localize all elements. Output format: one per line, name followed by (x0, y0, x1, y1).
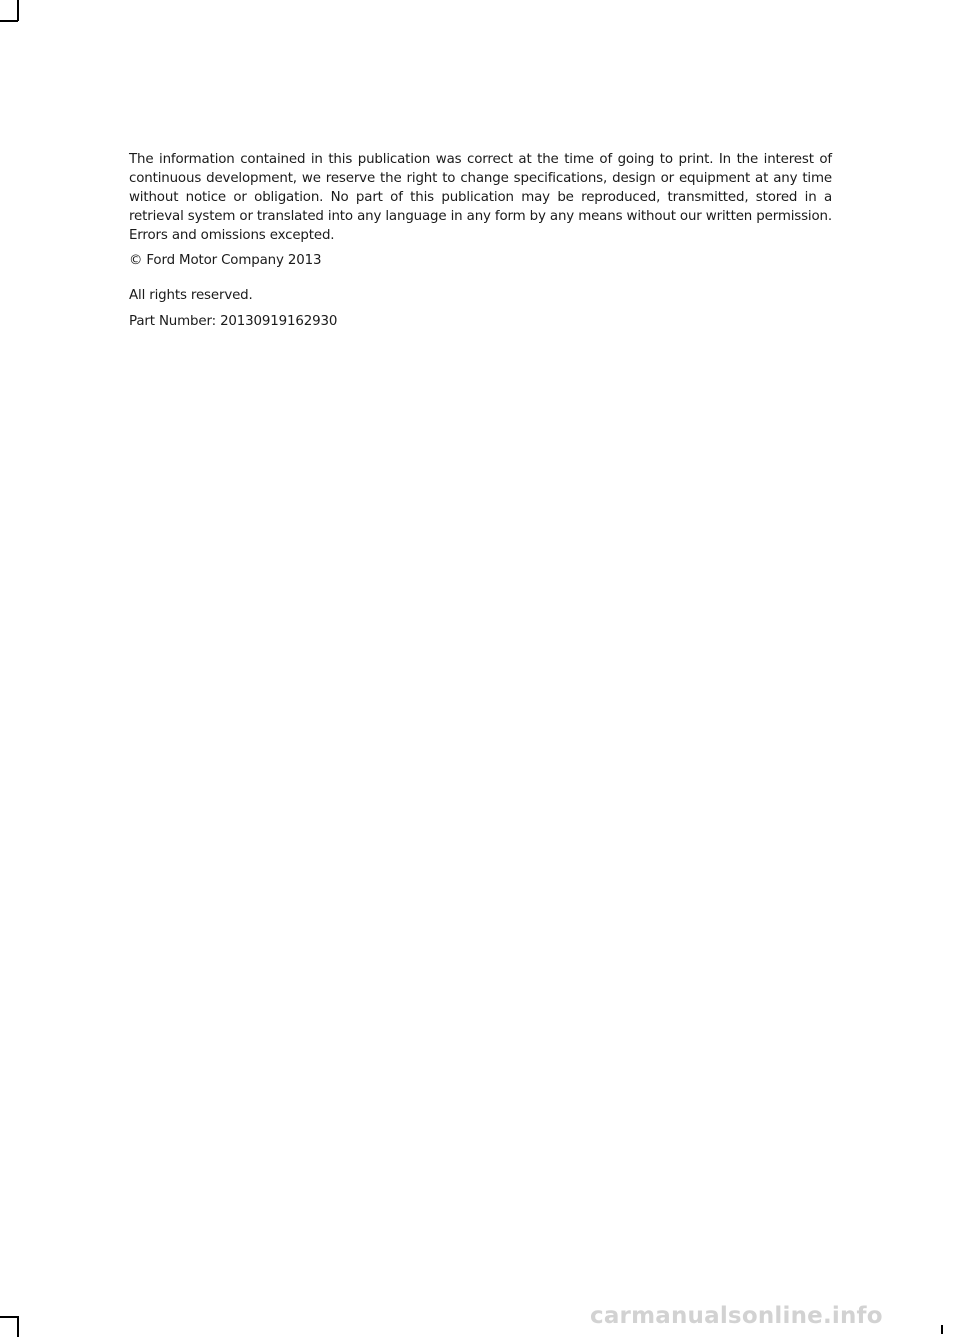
part-number-line: Part Number: 20130919162930 (129, 314, 338, 329)
crop-mark-bottom-left-vertical (17, 1316, 19, 1337)
crop-mark-top-left-vertical (17, 0, 19, 21)
watermark-text: carmanualsonline.info (590, 1303, 883, 1329)
disclaimer-paragraph: The information contained in this publication was correct at the time of going to print. In the interest of continuous development, we reserve the right to change specifications, design or equipment at any time without notice or obligation. No part of this publication may be reproduced, transmitted, stored in a retrieval system or translated into any language in any form by any means without our written permission. Errors and omissions excepted. (129, 152, 832, 243)
legal-notice-block (129, 150, 832, 331)
rights-line: All rights reserved. (129, 288, 253, 303)
copyright-line: © Ford Motor Company 2013 (129, 253, 322, 268)
crop-mark-top-left-horizontal (0, 20, 18, 22)
crop-mark-bottom-left-horizontal (0, 1316, 18, 1318)
